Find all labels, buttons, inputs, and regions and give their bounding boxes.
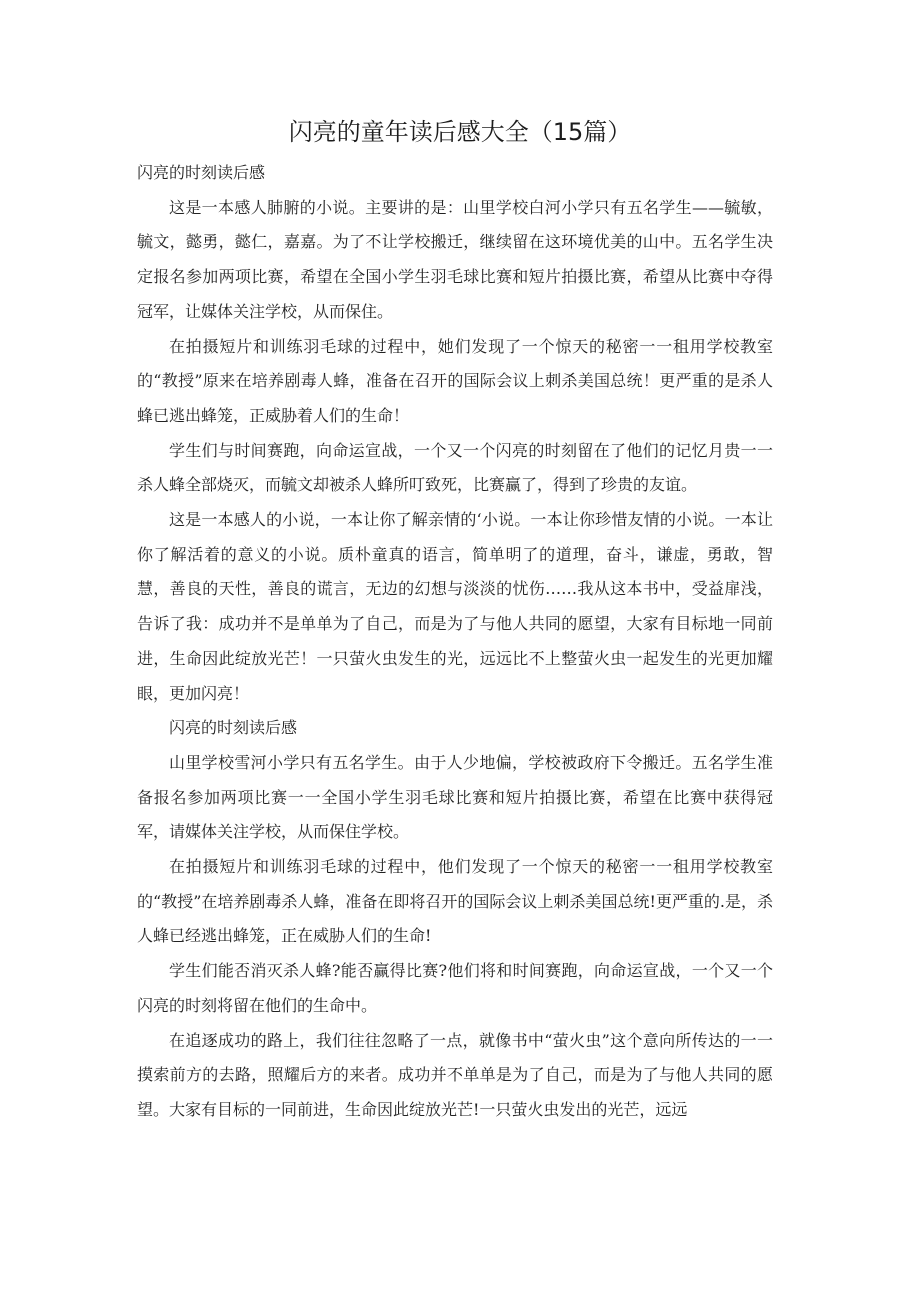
document-title: 闪亮的童年读后感大全（15篇） <box>288 118 632 146</box>
body-paragraph: 这是一本感人的小说，一本让你了解亲情的‘小说。一本让你珍惜友情的小说。一本让你了解活着的意义的小说。质朴童真的语言，简单明了的道理，奋斗，谦虚，勇敢，智慧，善良的天性，善良的谎言，无边的幻想与淡淡的忧伤……我从这本书中，受益扉浅，告诉了我：成功并不是单单为了自己，而是为了与他人共同的愿望，大家有目标地一同前进，生命因此绽放光芒！一只萤火虫发生的光，远远比不上整萤火虫一起发生的光更加耀眼，更加闪亮！ <box>137 510 773 703</box>
body-paragraph: 这是一本感人肺腑的小说。主要讲的是：山里学校白河小学只有五名学生——毓敏，毓文，懿勇，懿仁，嘉嘉。为了不让学校搬迁，继续留在这环境优美的山中。五名学生决定报名参加两项比赛，希望在全国小学生羽毛球比赛和短片拍摄比赛，希望从比赛中夺得冠军，让媒体关注学校，从而保住。 <box>137 197 773 321</box>
body-paragraph: 学生们与时间赛跑，向命运宣战，一个又一个闪亮的时刻留在了他们的记忆月贵一一杀人蜂全部烧灭，而毓文却被杀人蜂所叮致死，比赛赢了，得到了珍贵的友谊。 <box>137 440 773 495</box>
body-paragraph: 学生们能否消灭杀人蜂?能否赢得比赛?他们将和时间赛跑，向命运宣战，一个又一个闪亮的时刻将留在他们的生命中。 <box>137 961 773 1015</box>
body-paragraph: 在拍摄短片和训练羽毛球的过程中，他们发现了一个惊天的秘密一一租用学校教室的“教授”在培养剧毒杀人蜂，准备在即将召开的国际会议上刺杀美国总统!更严重的.是，杀人蜂已经逃出蜂笼，正在威胁人们的生命! <box>137 857 773 946</box>
document-body <box>137 156 773 1128</box>
body-paragraph: 山里学校雪河小学只有五名学生。由于人少地偏，学校被政府下令搬迁。五名学生准备报名参加两项比赛一一全国小学生羽毛球比赛和短片拍摄比赛，希望在比赛中获得冠军，请媒体关注学校，从而保住学校。 <box>137 752 773 842</box>
body-paragraph: 在拍摄短片和训练羽毛球的过程中，她们发现了一个惊天的秘密一一租用学校教室的“教授”原来在培养剧毒人蜂，准备在召开的国际会议上刺杀美国总统！更严重的是杀人蜂已逃出蜂笼，正威胁着人们的生命！ <box>137 336 773 425</box>
section-heading: 闪亮的时刻读后感 <box>169 718 298 738</box>
body-paragraph: 在追逐成功的路上，我们往往忽略了一点，就像书中“萤火虫”这个意向所传达的一一摸索前方的去路，照耀后方的来者。成功并不单单是为了自己，而是为了与他人共同的愿望。大家有目标的一同前进，生命因此绽放光芒!一只萤火虫发出的光芒，远远 <box>137 1030 773 1119</box>
section-heading: 闪亮的时刻读后感 <box>137 163 266 182</box>
